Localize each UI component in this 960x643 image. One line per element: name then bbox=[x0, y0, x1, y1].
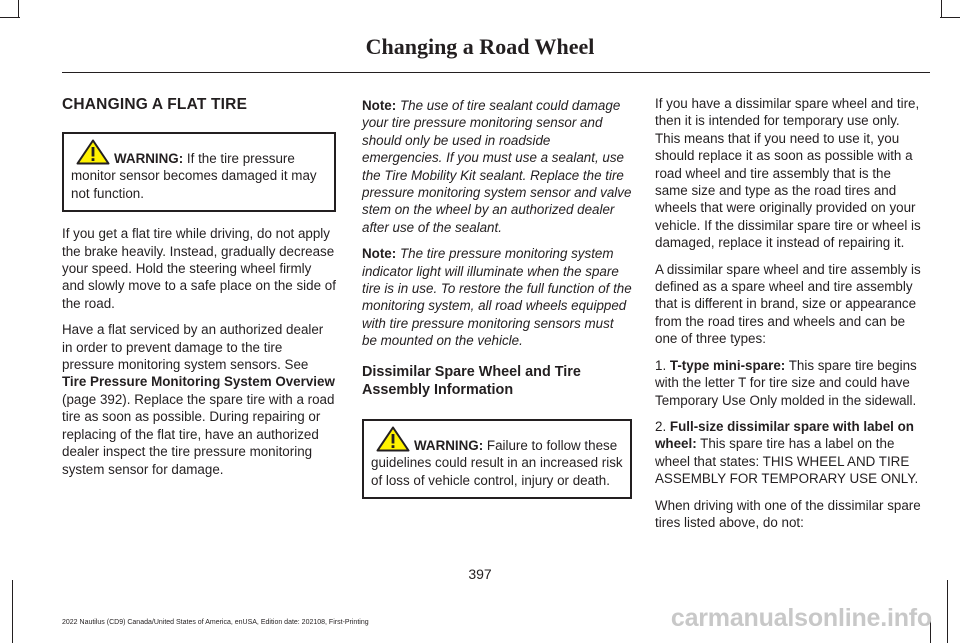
note-label: Note: bbox=[362, 98, 397, 113]
section-heading: CHANGING A FLAT TIRE bbox=[62, 96, 248, 113]
crop-mark bbox=[18, 0, 19, 18]
crop-mark bbox=[0, 17, 20, 18]
paragraph: If you get a flat tire while driving, do not apply the brake heavily. Instead, gradually decrease your speed. Hold the steering wheel firmly and slowly move to a safe place on the side of the road. bbox=[62, 226, 336, 311]
warning-box bbox=[362, 419, 632, 499]
warning-triangle-icon bbox=[76, 139, 110, 165]
column-3 bbox=[655, 95, 927, 540]
note-text: The use of tire sealant could damage your tire pressure monitoring sensor and should only be used in roadside emergencies. If you must use a sealant, use the Tire Mobility Kit sealant. Replace the tire pressure monitoring system sensor and valve stem on the wheel by an authorized dealer after use of the sealant. bbox=[362, 98, 632, 235]
column-1 bbox=[62, 95, 336, 487]
note bbox=[362, 245, 632, 349]
subsection-heading: Dissimilar Spare Wheel and Tire Assembly Information bbox=[362, 363, 581, 398]
cross-reference-link[interactable]: Tire Pressure Monitoring System Overview bbox=[62, 374, 335, 390]
warning-text: If the tire pressure monitor sensor becomes damaged it may not function. bbox=[71, 151, 317, 201]
list-item-text: This spare tire begins with the letter T for tire size and could have Temporary Use Only molded in the sidewall. bbox=[655, 357, 917, 408]
page-number: 397 bbox=[468, 566, 492, 582]
warning-box bbox=[62, 132, 336, 212]
list-number: 2. bbox=[655, 418, 670, 434]
paragraph bbox=[62, 321, 336, 478]
paragraph: When driving with one of the dissimilar spare tires listed above, do not: bbox=[655, 497, 921, 530]
page-title: Changing a Road Wheel bbox=[365, 34, 595, 59]
crop-mark bbox=[940, 17, 960, 18]
note-label: Note: bbox=[362, 246, 397, 262]
note-text: The tire pressure monitoring system indicator light will illuminate when the spare tire is in use. To restore the full function of the monitoring system, all road wheels equipped with tire pressure monitoring sensors must be mounted on the vehicle. bbox=[362, 246, 632, 349]
watermark-logo: carmanualsonline.info bbox=[670, 604, 932, 632]
paragraph: If you have a dissimilar spare wheel and tire, then it is intended for temporary use only. This means that if you need to use it, you should replace it as soon as possible with a road wheel and tire assembly that is the same size and type as the road tires and wheels that were originally provided on your vehicle. If the dissimilar spare tire or wheel is damaged, replace it instead of repairing it. bbox=[655, 96, 921, 251]
list-item bbox=[655, 357, 927, 409]
crop-mark bbox=[941, 0, 942, 18]
list-item-label: T-type mini-spare: bbox=[669, 357, 786, 373]
list-item bbox=[655, 418, 927, 488]
paragraph-text: Have a flat serviced by an authorized dealer in order to prevent damage to the tire pressure monitoring system sensors. See bbox=[62, 322, 324, 373]
warning-label: WARNING: bbox=[114, 151, 184, 166]
paragraph: A dissimilar spare wheel and tire assembly is defined as a spare wheel and tire assembly that is different in brand, size or appearance from the road tires and wheels and can be one of three types: bbox=[655, 261, 921, 347]
warning-text: Failure to follow these guidelines could result in an increased risk of loss of vehicle control, injury or death. bbox=[371, 437, 623, 488]
paragraph-text: (page 392). Replace the spare tire with a road tire as soon as possible. During repairing or replacing of the flat tire, have an authorized dealer inspect the tire pressure monitoring system sensor for damage. bbox=[62, 391, 335, 477]
note bbox=[362, 97, 632, 236]
header-divider bbox=[62, 72, 930, 73]
crop-mark bbox=[947, 580, 948, 643]
warning-label: WARNING: bbox=[414, 437, 484, 453]
crop-mark bbox=[12, 580, 13, 643]
column-2 bbox=[362, 97, 632, 512]
list-number: 1. bbox=[655, 357, 670, 373]
list-item-text: This spare tire has a label on the wheel that states: THIS WHEEL AND TIRE ASSEMBLY FOR TEMPORARY USE ONLY. bbox=[655, 436, 919, 487]
edition-footer: 2022 Nautilus (CD9) Canada/United States of America, enUSA, Edition date: 202108, First-Printing bbox=[62, 619, 369, 626]
warning-triangle-icon bbox=[376, 426, 410, 452]
list-item-label: Full-size dissimilar spare with label on wheel: bbox=[655, 418, 914, 452]
